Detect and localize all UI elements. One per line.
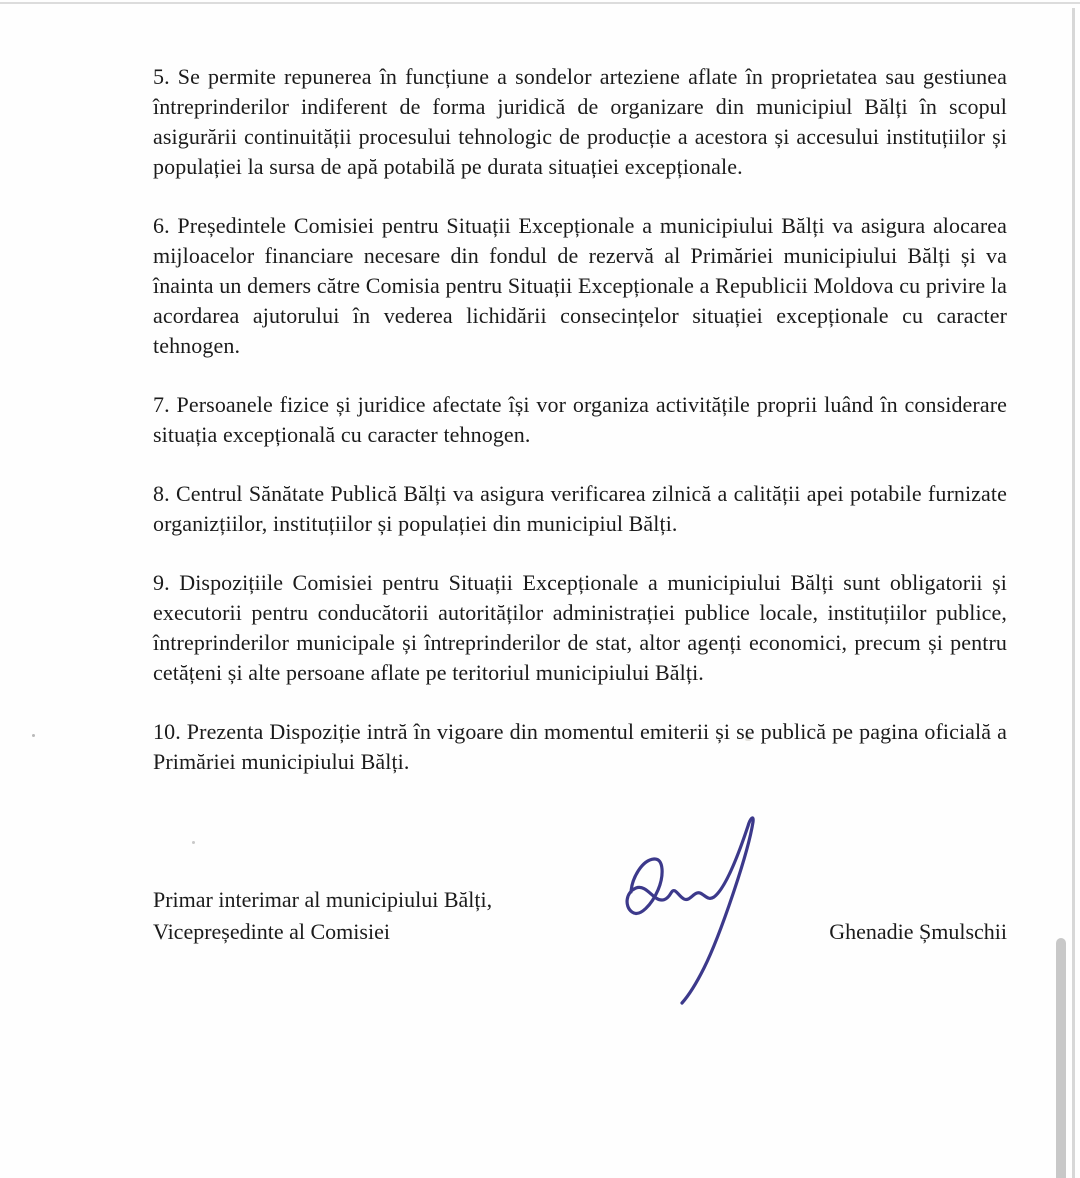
signatory-title-line2: Vicepreședinte al Comisiei (153, 919, 390, 944)
paragraph-7: 7. Persoanele fizice și juridice afectate își vor organiza activitățile proprii luând în considerare situația excepțională cu caracter tehnogen. (153, 392, 1007, 447)
paragraph-6: 6. Președintele Comisiei pentru Situații Excepționale a municipiului Bălți va asigura alocarea mijloacelor financiare necesare din fondul de rezervă al Primăriei municipiului Bălți și va înainta un demers către Comisia pentru Situații Excepționale a Republicii Moldova cu privire la acordarea ajutorului în vederea lichidării consecințelor situației excepționale cu caracter tehnogen. (153, 213, 1007, 358)
signatory-name: Ghenadie Șmulschii (829, 919, 1007, 944)
signatory-titles (153, 884, 492, 948)
scan-edge-right (1072, 8, 1075, 1178)
scan-edge-top (0, 2, 1080, 4)
paragraph-9: 9. Dispozițiile Comisiei pentru Situații Excepționale a municipiului Bălți sunt obligatorii și executorii pentru conducătorii autorităților administrației publice locale, instituțiilor publice, întreprinderilor municipale și întreprinderilor de stat, altor agenți economici, precum și pentru cetățeni și alte persoane aflate pe teritoriul municipiului Bălți. (153, 570, 1007, 685)
scan-speck (32, 734, 35, 737)
paragraph-10: 10. Prezenta Dispoziție intră în vigoare din momentul emiterii și se publică pe pagina oficială a Primăriei municipiului Bălți. (153, 719, 1007, 774)
scan-shadow-bar (1056, 938, 1066, 1178)
signatory-title-line1: Primar interimar al municipiului Bălți, (153, 887, 493, 912)
document-body (153, 62, 1007, 806)
paragraph-5: 5. Se permite repunerea în funcțiune a sondelor arteziene aflate în proprietatea sau gestiunea întreprinderilor indiferent de forma juridică de organizare din municipiul Bălți în scopul asigurării continuității procesului tehnologic de producție a acestora și accesului instituțiilor și populației la sursa de apă potabilă pe durata situației excepționale. (153, 64, 1007, 179)
signature-block (153, 884, 1007, 948)
scan-speck (192, 841, 195, 844)
paragraph-8: 8. Centrul Sănătate Publică Bălți va asigura verificarea zilnică a calității apei potabile furnizate organizțiilor, instituțiilor și populației din municipiul Bălți. (153, 481, 1007, 536)
